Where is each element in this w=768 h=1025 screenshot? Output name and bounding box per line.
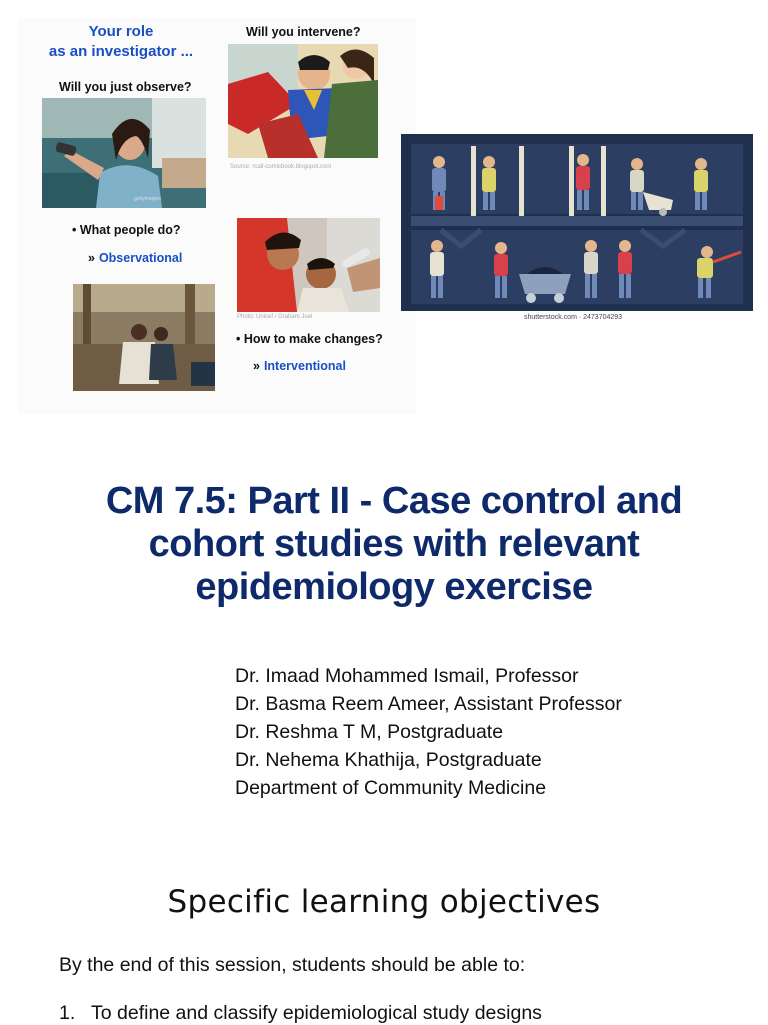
village-scene-photo: [73, 284, 215, 391]
objective-text: To define and classify epidemiological study designs: [91, 1002, 542, 1024]
collage-heading: [26, 22, 216, 62]
author-line: Dr. Reshma T M, Postgraduate: [235, 721, 504, 743]
bullet-make-changes: • How to make changes?: [236, 332, 383, 346]
question-intervene: Will you intervene?: [246, 25, 361, 39]
mining-workers-illustration: [401, 134, 753, 311]
answer-prefix: »: [88, 251, 95, 265]
collage-heading-line1: Your role: [88, 23, 154, 40]
author-line: Dr. Basma Reem Ameer, Assistant Professor: [235, 693, 622, 715]
investigator-role-collage: [18, 18, 416, 414]
department-line: Department of Community Medicine: [235, 777, 547, 799]
title-line-3: epidemiology exercise: [195, 566, 593, 608]
objectives-intro: By the end of this session, students should be able to:: [59, 954, 526, 976]
getty-watermark: gettyimages: [134, 196, 161, 202]
answer-prefix: »: [253, 359, 260, 373]
answer-interventional-label: Interventional: [263, 359, 346, 373]
vaccination-photo: [237, 218, 380, 312]
author-line: Dr. Nehema Khathija, Postgraduate: [235, 749, 542, 771]
title-line-2: cohort studies with relevant: [148, 523, 640, 565]
objectives-heading: Specific learning objectives: [167, 884, 601, 920]
collage-heading-line2: as an investigator ...: [48, 43, 194, 60]
answer-interventional: [253, 359, 346, 373]
woman-with-remote-photo: [42, 98, 206, 208]
superhero-comic-image: [228, 44, 378, 158]
author-line: Dr. Imaad Mohammed Ismail, Professor: [235, 665, 579, 687]
session-title: [24, 480, 764, 609]
comic-source-caption: Source: rcall-comicbook.blogspot.com: [230, 164, 332, 170]
title-line-1: CM 7.5: Part II - Case control and: [105, 480, 683, 522]
answer-observational: [88, 251, 182, 265]
bullet-what-people-do: • What people do?: [72, 223, 181, 237]
question-observe: Will you just observe?: [59, 80, 192, 94]
objective-item: [59, 1002, 542, 1025]
vaccine-source-caption: Photo: Unicef / Graham Joel: [237, 314, 313, 320]
answer-observational-label: Observational: [98, 251, 183, 265]
author-list: [235, 662, 622, 802]
illustration-credit: shutterstock.com · 2473704293: [524, 314, 623, 321]
objective-number: 1.: [59, 1002, 76, 1024]
